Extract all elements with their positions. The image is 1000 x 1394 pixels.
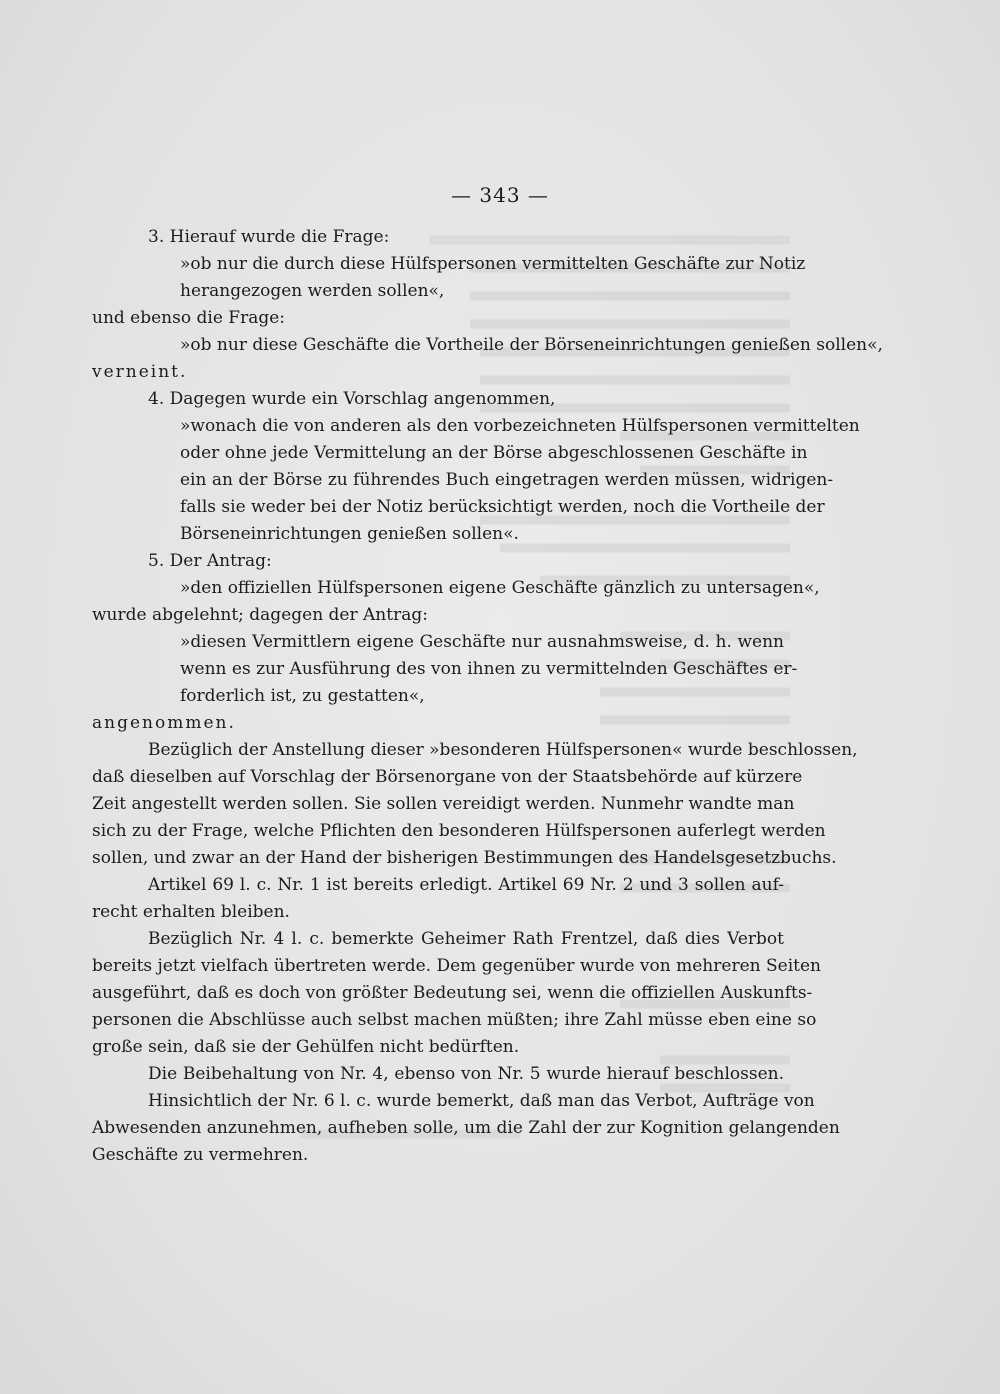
text-line: »wonach die von anderen als den vorbezeichneten Hülfspersonen vermittelten: [180, 416, 860, 436]
text-line: verneint.: [92, 362, 188, 382]
text-line: ausgeführt, daß es doch von größter Bedeutung sei, wenn die offiziellen Auskunfts-: [92, 983, 813, 1003]
text-line: »den offiziellen Hülfspersonen eigene Geschäfte gänzlich zu untersagen«,: [180, 578, 820, 598]
text-line: oder ohne jede Vermittelung an der Börse abgeschlossenen Geschäfte in: [180, 443, 808, 463]
text-line: Börseneinrichtungen genießen sollen«.: [180, 524, 519, 544]
text-line: große sein, daß sie der Gehülfen nicht bedürften.: [92, 1037, 520, 1057]
text-line: Geschäfte zu vermehren.: [92, 1145, 309, 1165]
text-line: »ob nur diese Geschäfte die Vortheile der Börseneinrichtungen genießen sollen«,: [180, 335, 883, 355]
text-line: ein an der Börse zu führendes Buch eingetragen werden müssen, widrigen-: [180, 470, 834, 490]
text-line: angenommen.: [92, 713, 236, 733]
text-line: Hinsichtlich der Nr. 6 l. c. wurde bemerkt, daß man das Verbot, Aufträge von: [148, 1091, 815, 1111]
text-line: Bezüglich der Anstellung dieser »besonderen Hülfspersonen« wurde beschlossen,: [148, 740, 858, 760]
text-line: bereits jetzt vielfach übertreten werde. Dem gegenüber wurde von mehreren Seiten: [92, 956, 821, 976]
text-line: Abwesenden anzunehmen, aufheben solle, um die Zahl der zur Kognition gelangenden: [92, 1118, 840, 1138]
text-line: wenn es zur Ausführung des von ihnen zu vermittelnden Geschäftes er-: [180, 659, 798, 679]
text-line: recht erhalten bleiben.: [92, 902, 290, 922]
text-line: »diesen Vermittlern eigene Geschäfte nur ausnahmsweise, d. h. wenn: [180, 632, 784, 652]
text-line: wurde abgelehnt; dagegen der Antrag:: [92, 605, 428, 625]
text-line: sich zu der Frage, welche Pflichten den besonderen Hülfspersonen auferlegt werden: [92, 821, 826, 841]
text-line: Zeit angestellt werden sollen. Sie sollen vereidigt werden. Nunmehr wandte man: [92, 794, 795, 814]
text-line: falls sie weder bei der Notiz berücksichtigt werden, noch die Vortheile der: [180, 497, 825, 517]
text-line: 5. Der Antrag:: [148, 551, 272, 571]
text-line: Bezüglich Nr. 4 l. c. bemerkte Geheimer Rath Frentzel, daß dies Verbot: [148, 929, 784, 949]
text-line: forderlich ist, zu gestatten«,: [180, 686, 425, 706]
text-line: 3. Hierauf wurde die Frage:: [148, 227, 390, 247]
text-line: Artikel 69 l. c. Nr. 1 ist bereits erledigt. Artikel 69 Nr. 2 und 3 sollen auf-: [148, 875, 784, 895]
text-line: »ob nur die durch diese Hülfspersonen vermittelten Geschäfte zur Notiz: [180, 254, 806, 274]
text-line: und ebenso die Frage:: [92, 308, 286, 328]
text-line: Die Beibehaltung von Nr. 4, ebenso von Nr. 5 wurde hierauf beschlossen.: [148, 1064, 784, 1084]
page-number-header: — 343 —: [451, 183, 549, 207]
text-line: daß dieselben auf Vorschlag der Börsenorgane von der Staatsbehörde auf kürzere: [92, 767, 803, 787]
text-line: herangezogen werden sollen«,: [180, 281, 445, 301]
text-line: sollen, und zwar an der Hand der bisherigen Bestimmungen des Handelsgesetzbuchs.: [92, 848, 837, 868]
text-line: 4. Dagegen wurde ein Vorschlag angenommen,: [148, 389, 556, 409]
text-line: personen die Abschlüsse auch selbst machen müßten; ihre Zahl müsse eben eine so: [92, 1010, 817, 1030]
